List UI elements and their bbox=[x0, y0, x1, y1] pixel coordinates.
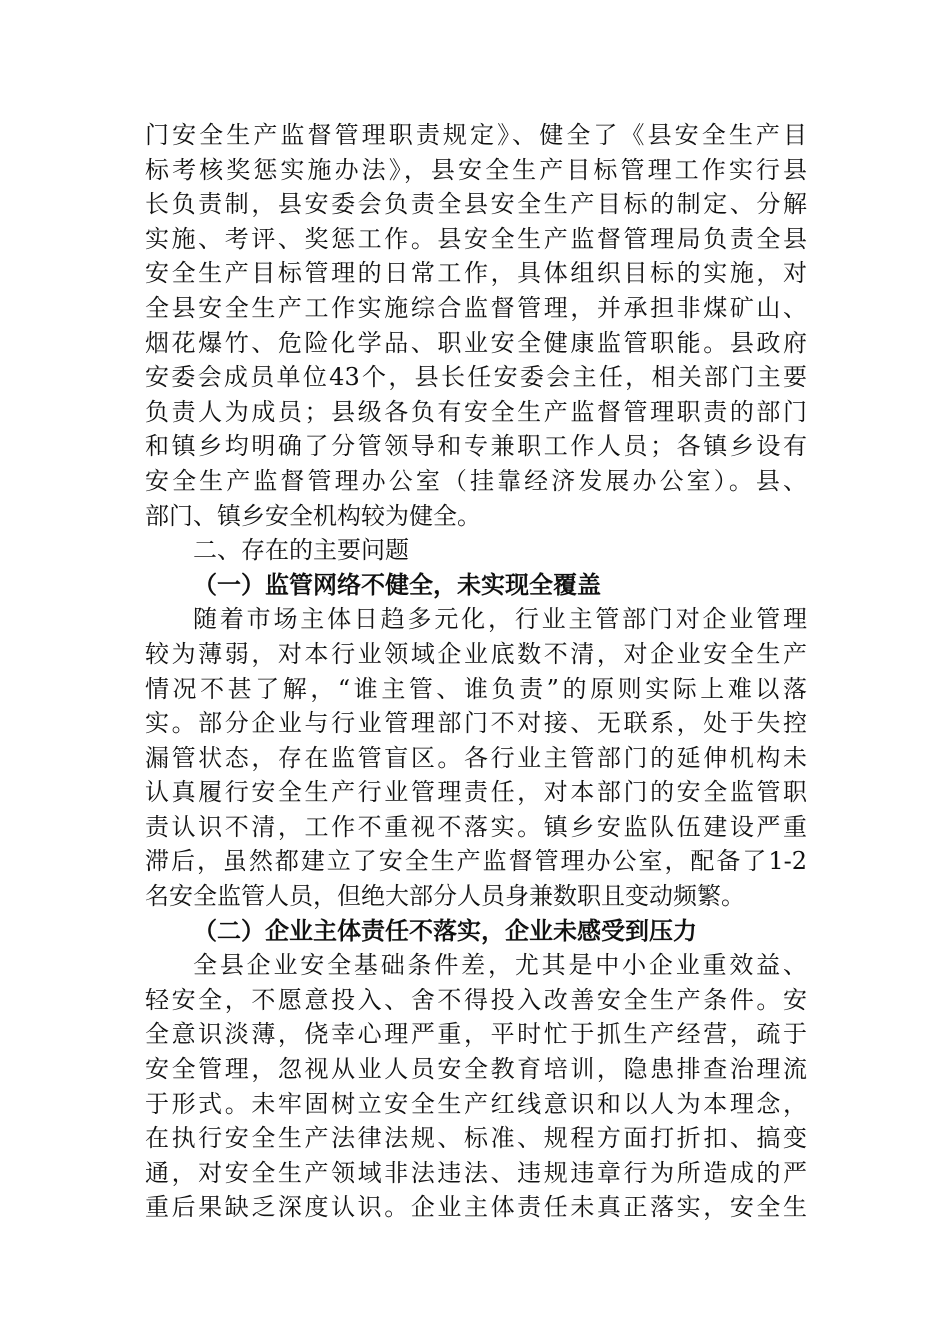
paragraph-line: 情况不甚了解，“谁主管、谁负责”的原则实际上难以落 bbox=[145, 674, 807, 703]
paragraph-line: 责认识不清，工作不重视不落实。镇乡安监队伍建设严重 bbox=[145, 812, 807, 841]
paragraph-line: 在执行安全生产法律法规、标准、规程方面打折扣、搞变 bbox=[145, 1124, 807, 1153]
paragraph-line: 烟花爆竹、危险化学品、职业安全健康监管职能。县政府 bbox=[145, 328, 807, 357]
paragraph-line: 滞后，虽然都建立了安全生产监督管理办公室，配备了1-2 bbox=[145, 847, 807, 876]
paragraph-line: 轻安全，不愿意投入、舍不得投入改善安全生产条件。安 bbox=[145, 985, 807, 1014]
paragraph-line: 实施、考评、奖惩工作。县安全生产监督管理局负责全县 bbox=[145, 224, 807, 253]
paragraph-line: 全意识淡薄，侥幸心理严重，平时忙于抓生产经营，疏于 bbox=[145, 1020, 807, 1049]
paragraph-line: 认真履行安全生产行业管理责任，对本部门的安全监管职 bbox=[145, 778, 807, 807]
paragraph-line: 负责人为成员；县级各负有安全生产监督管理职责的部门 bbox=[145, 397, 807, 426]
paragraph-line: 标考核奖惩实施办法》，县安全生产目标管理工作实行县 bbox=[145, 155, 807, 184]
document-body bbox=[145, 118, 807, 1225]
paragraph-line: 安全生产监督管理办公室（挂靠经济发展办公室）。县、 bbox=[145, 466, 807, 495]
paragraph-first-line: 全县企业安全基础条件差，尤其是中小企业重效益、 bbox=[193, 951, 807, 980]
paragraph-line: 通，对安全生产领域非法违法、违规违章行为所造成的严 bbox=[145, 1158, 807, 1187]
paragraph-line: 和镇乡均明确了分管领导和专兼职工作人员；各镇乡设有 bbox=[145, 432, 807, 461]
subsection-heading: （一）监管网络不健全，未实现全覆盖 bbox=[193, 569, 601, 599]
paragraph-line: 安全管理，忽视从业人员安全教育培训，隐患排查治理流 bbox=[145, 1055, 807, 1084]
paragraph-line: 实。部分企业与行业管理部门不对接、无联系，处于失控 bbox=[145, 709, 807, 738]
subsection-heading: （二）企业主体责任不落实，企业未感受到压力 bbox=[193, 915, 697, 945]
paragraph-line: 重后果缺乏深度认识。企业主体责任未真正落实，安全生 bbox=[145, 1193, 807, 1222]
paragraph-line: 名安全监管人员，但绝大部分人员身兼数职且变动频繁。 bbox=[145, 882, 745, 911]
paragraph-line: 长负责制，县安委会负责全县安全生产目标的制定、分解 bbox=[145, 190, 807, 219]
paragraph-first-line: 随着市场主体日趋多元化，行业主管部门对企业管理 bbox=[193, 605, 807, 634]
paragraph-line: 较为薄弱，对本行业领域企业底数不清，对企业安全生产 bbox=[145, 639, 807, 668]
section-heading: 二、存在的主要问题 bbox=[193, 536, 409, 565]
paragraph-line: 漏管状态，存在监管盲区。各行业主管部门的延伸机构未 bbox=[145, 743, 807, 772]
paragraph-line: 于形式。未牢固树立安全生产红线意识和以人为本理念， bbox=[145, 1089, 807, 1118]
paragraph-line: 安全生产目标管理的日常工作，具体组织目标的实施，对 bbox=[145, 259, 807, 288]
paragraph-line: 部门、镇乡安全机构较为健全。 bbox=[145, 501, 481, 530]
paragraph-line: 安委会成员单位43个，县长任安委会主任，相关部门主要 bbox=[145, 363, 807, 392]
paragraph-line: 全县安全生产工作实施综合监督管理，并承担非煤矿山、 bbox=[145, 293, 807, 322]
paragraph-line: 门安全生产监督管理职责规定》、健全了《县安全生产目 bbox=[145, 121, 807, 149]
